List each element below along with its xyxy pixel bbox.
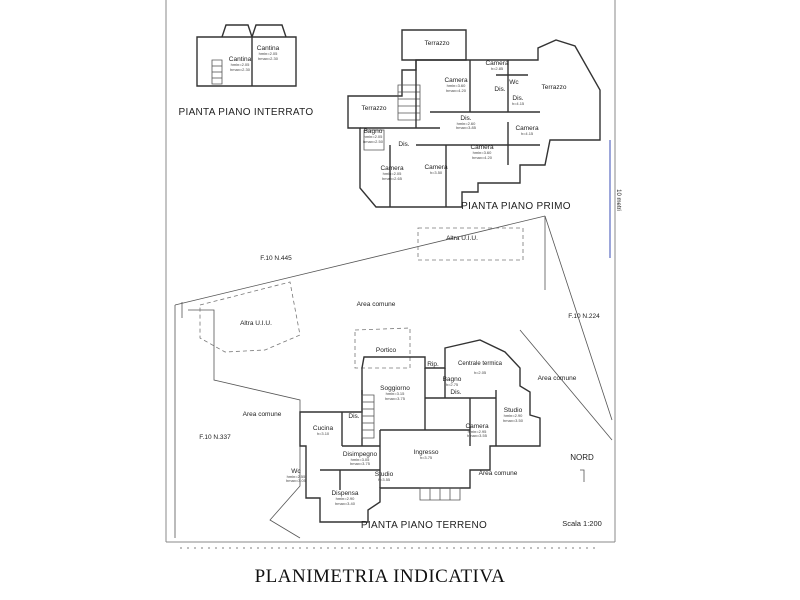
room-name: Rip.: [427, 361, 439, 368]
plan-interrato: [179, 25, 314, 118]
room-height: hmax=3.05: [286, 478, 306, 483]
room-height: hmax=3.75: [350, 461, 370, 466]
room-height: hmax=3.40: [335, 501, 355, 506]
room-height: h=4.15: [520, 131, 534, 136]
room-height: hmin=2.05: [382, 171, 402, 176]
site-label: Area comune: [242, 411, 282, 418]
main-caption: PLANIMETRIA INDICATIVA: [254, 566, 506, 587]
room-name: Cucina: [312, 425, 334, 432]
room-height: h=3.55: [377, 477, 391, 482]
plan-title-primo: PIANTA PIANO PRIMO: [461, 201, 571, 212]
room-name: Camera: [380, 165, 404, 172]
room-height: hmin=2.60: [456, 121, 476, 126]
room-name: Dis.: [512, 95, 524, 102]
parcel-label: F.10 N.445: [260, 255, 292, 262]
legend: [562, 453, 602, 528]
room-height: h=3.10: [316, 431, 330, 436]
room-name: Dis.: [494, 86, 506, 93]
room-height: hmin=2.90: [335, 496, 355, 501]
parcel-label: F.10 N.224: [568, 313, 600, 320]
room-height: h=4.15: [511, 101, 525, 106]
room-height: hmax=3.75: [385, 396, 405, 401]
room-name: Studio: [503, 407, 523, 414]
room-name: Camera: [515, 125, 539, 132]
room-height: h=3.75: [419, 455, 433, 460]
room-name: Wc: [291, 468, 301, 475]
room-height: hmin=3.60: [472, 150, 492, 155]
room-name: Camera: [470, 144, 494, 151]
plan-title-interrato: PIANTA PIANO INTERRATO: [178, 107, 314, 118]
room-name: Dis.: [398, 141, 410, 148]
room-name: Studio: [374, 471, 394, 478]
room-name: Terrazzo: [541, 84, 567, 91]
room-name: Dispensa: [331, 490, 359, 497]
room-name: Soggiorno: [380, 385, 410, 392]
room-name: Cantina: [256, 45, 280, 52]
room-name: Camera: [444, 77, 468, 84]
room-height: h=3.50: [429, 170, 443, 175]
room-height: h=2.85: [490, 66, 504, 71]
room-name: Dis.: [460, 115, 472, 122]
room-height: h=2.75: [445, 382, 459, 387]
plan-terreno: [286, 340, 540, 531]
room-height: hmax=3.55: [467, 433, 487, 438]
room-name: Camera: [485, 60, 509, 67]
room-name: Bagno: [442, 376, 462, 383]
site-label: Altra U.I.U.: [240, 320, 272, 327]
room-name: Wc: [509, 79, 519, 86]
plan-primo: [348, 30, 600, 212]
room-height: hmin=2.05: [258, 51, 278, 56]
room-height: hmin=3.60: [446, 83, 466, 88]
room-height: hmin=2.05: [230, 62, 250, 67]
room-name: Disimpegno: [342, 451, 378, 458]
room-name: Cantina: [228, 56, 252, 63]
north-label: NORD: [570, 453, 594, 462]
room-height: hmin=3.15: [385, 391, 405, 396]
room-name: Terrazzo: [424, 40, 450, 47]
room-height: hmax=3.50: [503, 418, 523, 423]
room-height: hmin=2.55: [286, 474, 306, 479]
room-height: h=2.05: [473, 370, 487, 375]
room-name: Bagno: [363, 128, 383, 135]
room-height: hmin=2.05: [363, 134, 383, 139]
side-dimension-label: 10 metri: [615, 189, 621, 211]
site-label: Altra U.I.U.: [446, 235, 478, 242]
site-plan: [175, 216, 612, 538]
room-height: hmax=3.85: [456, 125, 476, 130]
room-height: hmax=4.20: [472, 155, 492, 160]
parcel-label: F.10 N.337: [199, 434, 231, 441]
room-height: hmax=2.65: [382, 176, 402, 181]
room-name: Dis.: [348, 413, 360, 420]
room-name: Terrazzo: [361, 105, 387, 112]
room-height: hmin=2.95: [467, 429, 487, 434]
room-height: hmax=2.50: [363, 139, 383, 144]
room-name: Centrale termica: [457, 361, 503, 367]
room-height: hmax=2.30: [230, 67, 250, 72]
room-height: hmax=2.30: [258, 56, 278, 61]
plan-title-terreno: PIANTA PIANO TERRENO: [360, 520, 488, 531]
room-name: Camera: [465, 423, 489, 430]
room-height: hmax=4.20: [446, 88, 466, 93]
scale-label: Scala 1:200: [562, 519, 602, 528]
room-name: Ingresso: [413, 449, 439, 456]
room-name: Dis.: [450, 389, 462, 396]
room-height: hmin=2.90: [503, 413, 523, 418]
sheet-frame: [166, 0, 621, 548]
site-label: Portico: [375, 347, 397, 354]
room-name: Camera: [424, 164, 448, 171]
site-label: Area comune: [478, 470, 518, 477]
site-label: Area comune: [356, 301, 396, 308]
site-label: Area comune: [537, 375, 577, 382]
room-height: hmin=3.05: [350, 457, 370, 462]
